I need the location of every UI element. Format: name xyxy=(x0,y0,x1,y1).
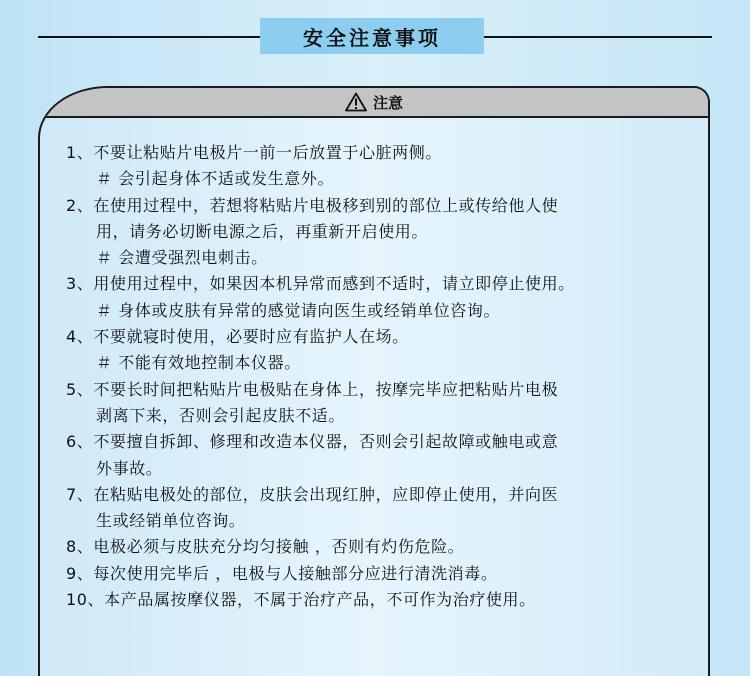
item-line: ＃ 会遭受强烈电刺击。 xyxy=(96,248,268,268)
list-item xyxy=(66,193,706,272)
page-title: 安全注意事项 xyxy=(260,18,484,54)
warning-triangle-icon xyxy=(345,92,367,112)
notice-header xyxy=(40,88,708,118)
notice-list xyxy=(66,140,706,613)
item-line: ＃ 身体或皮肤有异常的感觉请向医生或经销单位咨询。 xyxy=(96,300,501,320)
list-item xyxy=(66,587,706,613)
item-line: 8、电极必须与皮肤充分均匀接触 ，否则有灼伤危险。 xyxy=(66,537,465,557)
list-item xyxy=(66,324,706,377)
list-item xyxy=(66,429,706,482)
item-line: 6、不要擅自拆卸、修理和改造本仪器，否则会引起故障或触电或意 xyxy=(66,432,559,452)
item-line: 3、用使用过程中，如果因本机异常而感到不适时，请立即停止使用。 xyxy=(66,274,575,294)
item-line: 9、每次使用完毕后 ，电极与人接触部分应进行清洗消毒。 xyxy=(66,563,498,583)
item-line: 用，请务必切断电源之后，再重新开启使用。 xyxy=(96,221,429,241)
notice-panel xyxy=(38,86,710,676)
item-line: 生或经销单位咨询。 xyxy=(96,511,246,531)
item-line: 2、在使用过程中，若想将粘贴片电极移到别的部位上或传给他人使 xyxy=(66,195,559,215)
list-item xyxy=(66,377,706,430)
list-item xyxy=(66,140,706,193)
item-line: 10、本产品属按摩仪器，不属于治疗产品，不可作为治疗使用。 xyxy=(66,590,536,610)
item-line: 4、不要就寝时使用，必要时应有监护人在场。 xyxy=(66,327,409,347)
title-rule-right xyxy=(484,36,712,38)
title-rule-left xyxy=(38,36,260,38)
list-item xyxy=(66,482,706,535)
list-item xyxy=(66,534,706,560)
list-item xyxy=(66,561,706,587)
item-line: 外事故。 xyxy=(96,458,163,478)
list-item xyxy=(66,271,706,324)
item-line: 7、在粘贴电极处的部位，皮肤会出现红肿，应即停止使用，并向医 xyxy=(66,484,559,504)
item-line: 剥离下来，否则会引起皮肤不适。 xyxy=(96,405,346,425)
notice-label: 注意 xyxy=(372,93,403,112)
item-line: 5、不要长时间把粘贴片电极贴在身体上，按摩完毕应把粘贴片电极 xyxy=(66,379,559,399)
item-line: ＃ 会引起身体不适或发生意外。 xyxy=(96,169,335,189)
item-line: 1、不要让粘贴片电极片一前一后放置于心脏两侧。 xyxy=(66,143,442,162)
item-line: ＃ 不能有效地控制本仪器。 xyxy=(96,353,301,373)
